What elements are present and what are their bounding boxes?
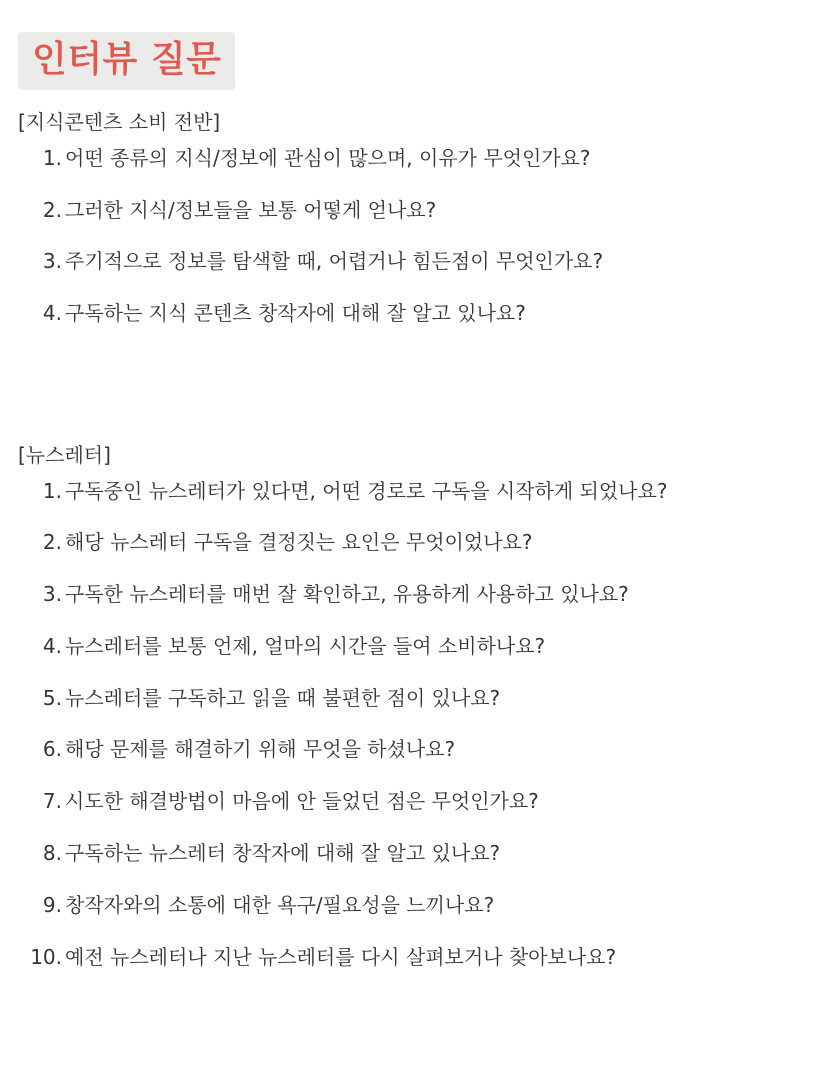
list-number: 10. bbox=[30, 944, 62, 969]
list-number: 1. bbox=[42, 478, 62, 503]
list-item bbox=[18, 632, 814, 660]
question-text: 주기적으로 정보를 탐색할 때, 어렵거나 힘든점이 무엇인가요? bbox=[65, 249, 604, 273]
page-title: 인터뷰 질문 bbox=[18, 32, 235, 90]
list-item bbox=[18, 839, 814, 867]
list-item bbox=[18, 580, 814, 608]
list-number: 4. bbox=[42, 633, 62, 658]
question-list-knowledge bbox=[18, 144, 814, 327]
list-item bbox=[18, 247, 814, 275]
question-list-newsletter bbox=[18, 477, 814, 971]
list-number: 2. bbox=[42, 530, 62, 555]
list-item bbox=[18, 735, 814, 763]
question-text: 예전 뉴스레터나 지난 뉴스레터를 다시 살펴보거나 찾아보나요? bbox=[65, 944, 617, 969]
question-text: 어떤 종류의 지식/정보에 관심이 많으며, 이유가 무엇인가요? bbox=[65, 146, 591, 170]
list-item bbox=[18, 196, 814, 224]
section-header-knowledge: [지식콘텐츠 소비 전반] bbox=[18, 110, 221, 134]
question-text: 구독하는 뉴스레터 창작자에 대해 잘 알고 있나요? bbox=[65, 841, 501, 866]
question-text: 뉴스레터를 구독하고 읽을 때 불편한 점이 있나요? bbox=[65, 685, 501, 710]
list-number: 9. bbox=[42, 892, 62, 917]
list-number: 1. bbox=[42, 146, 62, 170]
question-text: 해당 뉴스레터 구독을 결정짓는 요인은 무엇이었나요? bbox=[65, 530, 533, 555]
list-item bbox=[18, 144, 814, 172]
question-text: 해당 문제를 해결하기 위해 무엇을 하셨나요? bbox=[65, 737, 456, 762]
list-item bbox=[18, 299, 814, 327]
question-text: 구독한 뉴스레터를 매번 잘 확인하고, 유용하게 사용하고 있나요? bbox=[65, 582, 629, 607]
question-text: 구독하는 지식 콘텐츠 창작자에 대해 잘 알고 있나요? bbox=[65, 300, 526, 325]
list-item bbox=[18, 787, 814, 815]
list-item bbox=[18, 891, 814, 919]
list-item bbox=[18, 477, 814, 505]
list-item bbox=[18, 684, 814, 712]
question-text: 뉴스레터를 보통 언제, 얼마의 시간을 들여 소비하나요? bbox=[65, 633, 546, 658]
list-number: 6. bbox=[42, 737, 62, 762]
list-item bbox=[18, 943, 814, 971]
list-number: 4. bbox=[42, 300, 62, 325]
list-item bbox=[18, 528, 814, 556]
list-number: 7. bbox=[42, 789, 62, 814]
question-text: 구독중인 뉴스레터가 있다면, 어떤 경로로 구독을 시작하게 되었나요? bbox=[65, 478, 668, 503]
question-text: 그러한 지식/정보들을 보통 어떻게 얻나요? bbox=[65, 197, 437, 222]
question-text: 창작자와의 소통에 대한 욕구/필요성을 느끼나요? bbox=[65, 892, 495, 917]
list-number: 2. bbox=[42, 197, 62, 222]
section-header-newsletter: [뉴스레터] bbox=[18, 442, 111, 467]
list-number: 3. bbox=[42, 249, 62, 273]
list-number: 5. bbox=[42, 685, 62, 710]
list-number: 8. bbox=[42, 841, 62, 866]
list-number: 3. bbox=[42, 582, 62, 607]
question-text: 시도한 해결방법이 마음에 안 들었던 점은 무엇인가요? bbox=[65, 789, 539, 814]
